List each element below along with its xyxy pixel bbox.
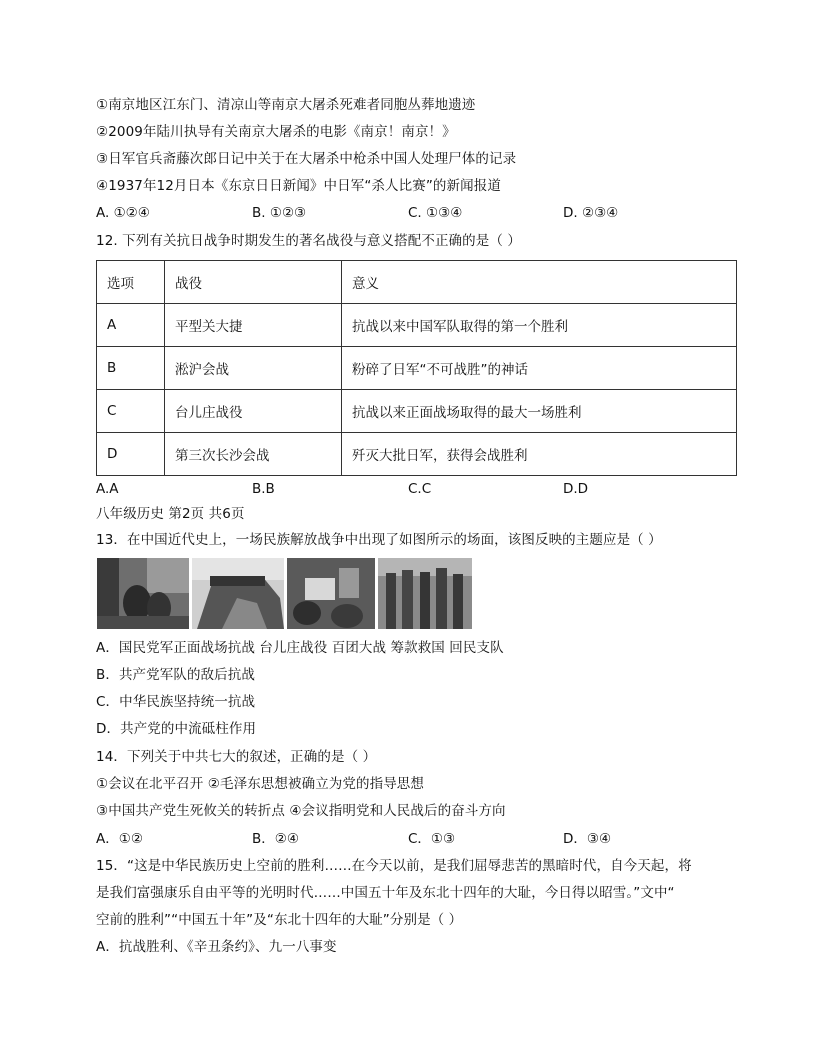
q15-stem-line-2: 是我们富强康乐自由平等的光明时代……中国五十年及东北十四年的大耻，今日得以昭雪。”文中“	[96, 885, 675, 901]
table-cell: 淞沪会战	[165, 347, 342, 390]
war-photo-3	[287, 558, 375, 629]
q11-item-3: ③日军官兵斋藤次郎日记中关于在大屠杀中枪杀中国人处理尸体的记录	[96, 151, 517, 167]
war-photo-2	[192, 558, 284, 629]
table-cell: B	[97, 347, 165, 390]
table-cell: 粉碎了日军“不可战胜”的神话	[342, 347, 737, 390]
q14-option-c[interactable]: C．①③	[408, 831, 456, 847]
table-cell: 抗战以来正面战场取得的最大一场胜利	[342, 390, 737, 433]
table-cell: 台儿庄战役	[165, 390, 342, 433]
q13-option-b[interactable]: B．共产党军队的敌后抗战	[96, 667, 255, 683]
q14-stem: 14．下列关于中共七大的叙述，正确的是（ ）	[96, 749, 377, 765]
table-header-row	[97, 261, 737, 304]
q15-stem-line-3: 空前的胜利”“中国五十年”及“东北十四年的大耻”分别是（ ）	[96, 912, 463, 928]
photo-strip	[97, 558, 472, 629]
q13-option-c[interactable]: C．中华民族坚持统一抗战	[96, 694, 256, 710]
q15-stem-line-1: 15．“这是中华民族历史上空前的胜利……在今天以前，是我们屈辱悲苦的黑暗时代，自今天起，将	[96, 858, 692, 874]
table-row	[97, 304, 737, 347]
q12-option-c[interactable]: C.C	[408, 481, 432, 497]
q12-stem: 12. 下列有关抗日战争时期发生的著名战役与意义搭配不正确的是（ ）	[96, 233, 521, 249]
q12-option-b[interactable]: B.B	[252, 481, 275, 497]
q14-option-b[interactable]: B．②④	[252, 831, 299, 847]
q11-option-b[interactable]: B. ①②③	[252, 205, 307, 221]
q13-option-a[interactable]: A．国民党军正面战场抗战 台儿庄战役 百团大战 筹款救国 回民支队	[96, 640, 504, 656]
table-row	[97, 433, 737, 476]
q15-option-a[interactable]: A．抗战胜利、《辛丑条约》、九一八事变	[96, 939, 337, 955]
q13-stem: 13．在中国近代史上，一场民族解放战争中出现了如图所示的场面，该图反映的主题应是（ ）	[96, 532, 662, 548]
table-cell: A	[97, 304, 165, 347]
table-header-cell: 战役	[165, 261, 342, 304]
table-row	[97, 347, 737, 390]
table-header-cell: 意义	[342, 261, 737, 304]
war-photo-4	[378, 558, 472, 629]
q11-option-d[interactable]: D. ②③④	[563, 205, 619, 221]
page-footer: 八年级历史 第2页 共6页	[96, 506, 245, 522]
q13-option-d[interactable]: D．共产党的中流砥柱作用	[96, 721, 257, 737]
q14-item-1: ①会议在北平召开 ②毛泽东思想被确立为党的指导思想	[96, 776, 424, 792]
q11-item-4: ④1937年12月日本《东京日日新闻》中日军“杀人比赛”的新闻报道	[96, 178, 501, 194]
table-cell: 平型关大捷	[165, 304, 342, 347]
q11-option-c[interactable]: C. ①③④	[408, 205, 463, 221]
table-cell: C	[97, 390, 165, 433]
q11-item-1: ①南京地区江东门、清凉山等南京大屠杀死难者同胞丛葬地遗迹	[96, 97, 476, 113]
q14-item-2: ③中国共产党生死攸关的转折点 ④会议指明党和人民战后的奋斗方向	[96, 803, 506, 819]
table-header-cell: 选项	[97, 261, 165, 304]
q12-option-a[interactable]: A.A	[96, 481, 119, 497]
q11-item-2: ②2009年陆川执导有关南京大屠杀的电影《南京！南京！》	[96, 124, 456, 140]
table-cell: D	[97, 433, 165, 476]
q14-option-d[interactable]: D．③④	[563, 831, 612, 847]
q11-option-a[interactable]: A. ①②④	[96, 205, 150, 221]
war-photo-1	[97, 558, 189, 629]
q14-option-a[interactable]: A．①②	[96, 831, 143, 847]
table-cell: 抗战以来中国军队取得的第一个胜利	[342, 304, 737, 347]
table-cell: 歼灭大批日军，获得会战胜利	[342, 433, 737, 476]
battle-table	[96, 260, 737, 476]
table-row	[97, 390, 737, 433]
table-cell: 第三次长沙会战	[165, 433, 342, 476]
q12-option-d[interactable]: D.D	[563, 481, 589, 497]
